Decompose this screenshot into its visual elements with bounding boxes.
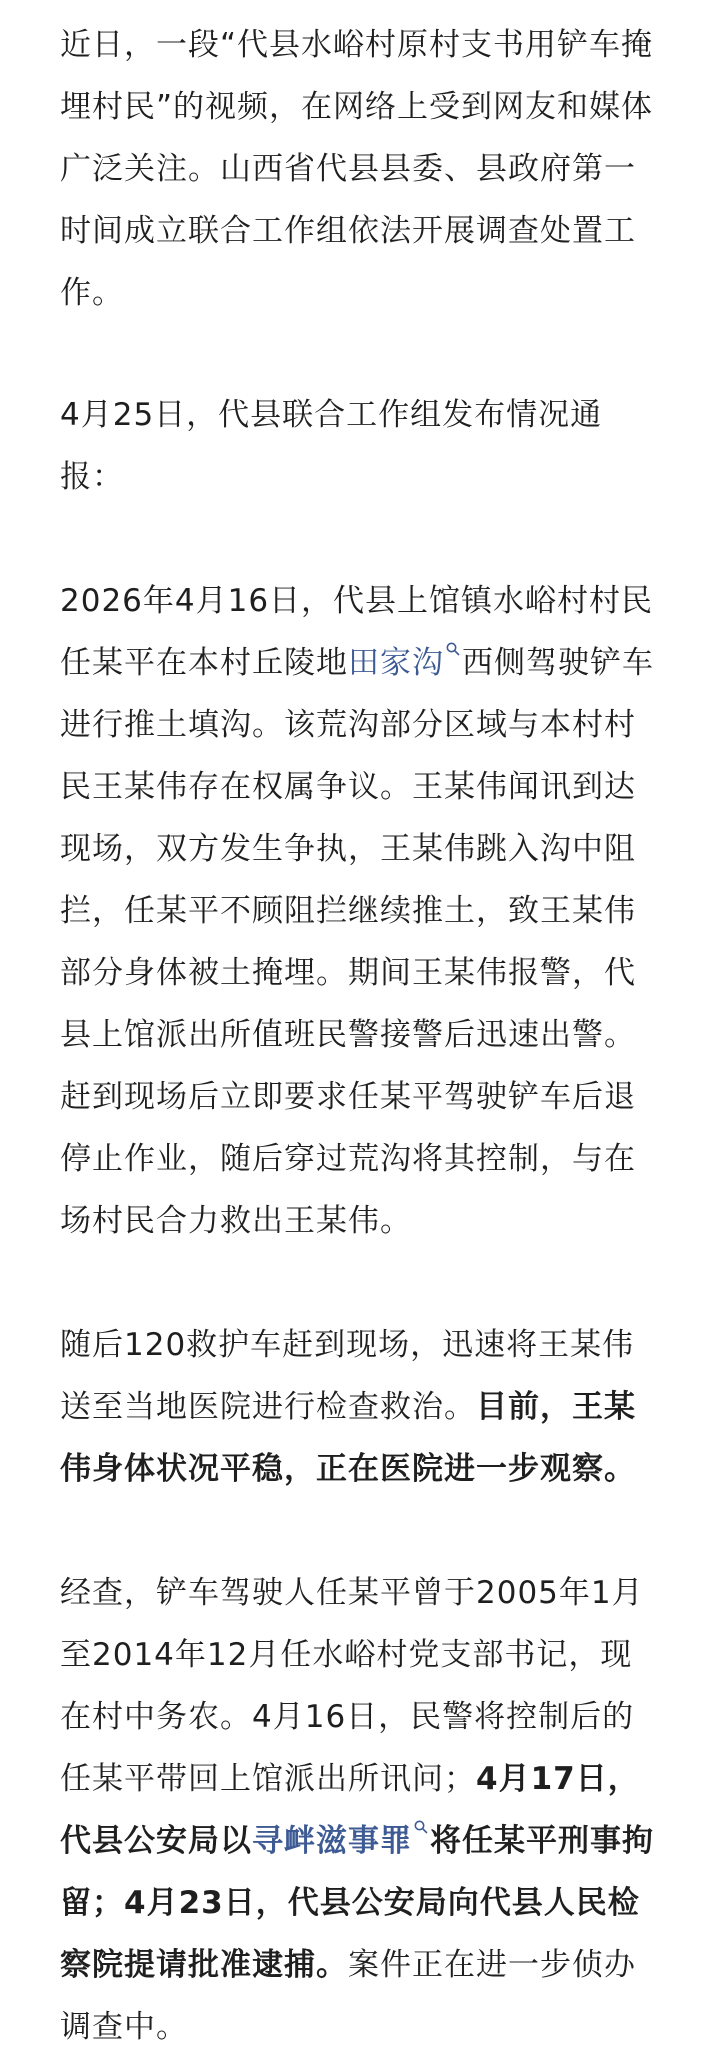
- paragraph-intro: [60, 14, 660, 324]
- paragraph-intro-text: 近日，一段“代县水峪村原村支书用铲车掩埋村民”的视频，在网络上受到网友和媒体广泛关注。山西省代县县委、县政府第一时间成立联合工作组依法开展调查处置工作。: [60, 27, 654, 311]
- paragraph-incident: [60, 570, 660, 1252]
- xunxin-zishi-search-link[interactable]: [252, 1823, 430, 1859]
- xunxin-zishi-link-label: 寻衅滋事罪: [252, 1823, 412, 1859]
- tianjiagou-link-label: 田家沟: [348, 645, 444, 681]
- search-icon: [413, 1819, 429, 1835]
- article-body: [0, 14, 720, 2058]
- incident-text-after: 西侧驾驶铲车进行推土填沟。该荒沟部分区域与本村村民王某伟存在权属争议。王某伟闻讯到达现场，双方发生争执，王某伟跳入沟中阻拦，任某平不顾阻拦继续推土，致王某伟部分身体被土掩埋。期间王某伟报警，代县上馆派出所值班民警接警后迅速出警。赶到现场后立即要求任某平驾驶铲车后退停止作业，随后穿过荒沟将其控制，与在场村民合力救出王某伟。: [60, 645, 654, 1239]
- paragraph-investigation: [60, 1562, 660, 2058]
- tianjiagou-search-link[interactable]: [348, 645, 462, 681]
- treatment-status-bold: 目前，王某伟身体状况平稳，正在医院进一步观察。: [60, 1389, 636, 1487]
- paragraph-notice-date-text: 4月25日，代县联合工作组发布情况通报：: [60, 397, 603, 495]
- investigation-text-1: 经查，铲车驾驶人任某平曾于2005年1月至2014年12月任水峪村党支部书记，现在村中务农。4月16日，民警将控制后的任某平带回上馆派出所讯问；: [60, 1575, 644, 1797]
- treatment-text: 随后120救护车赶到现场，迅速将王某伟送至当地医院进行检查救治。: [60, 1327, 635, 1425]
- investigation-bold-2: 将任某平刑事拘留；4月23日，代县公安局向代县人民检察院提请批准逮捕。: [60, 1823, 654, 1983]
- investigation-text-2: 案件正在进一步侦办调查中。: [60, 1947, 636, 2045]
- incident-text-before: 2026年4月16日，代县上馆镇水峪村村民任某平在本村丘陵地: [60, 583, 654, 681]
- paragraph-notice-date: [60, 384, 660, 508]
- paragraph-treatment: [60, 1314, 660, 1500]
- investigation-bold-1: 4月17日，代县公安局以: [60, 1761, 640, 1859]
- search-icon: [445, 641, 461, 657]
